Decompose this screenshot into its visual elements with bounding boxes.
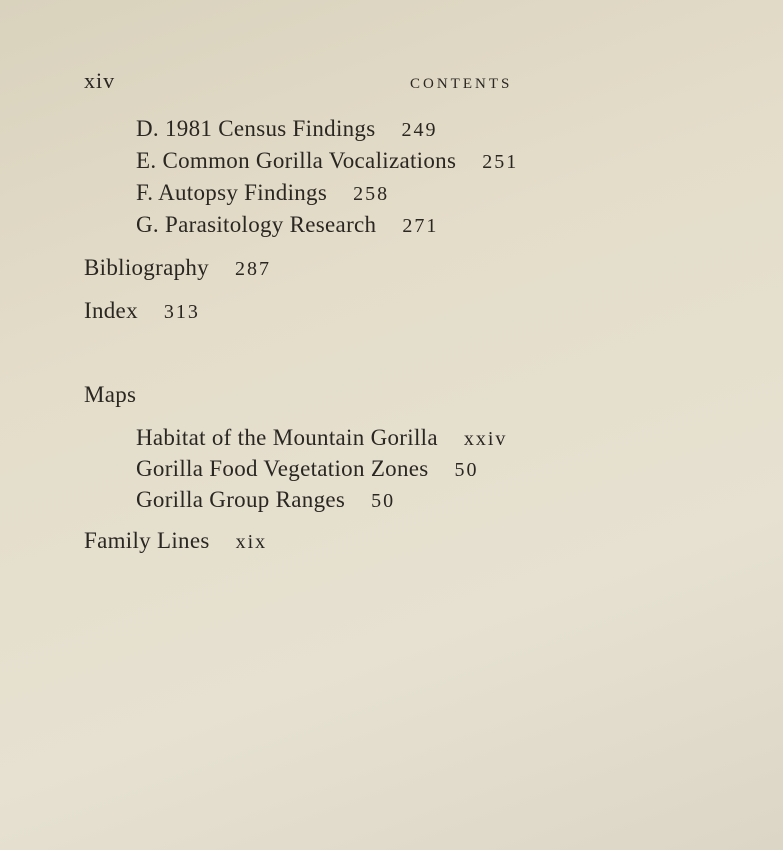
page-folio: xiv [84,68,116,93]
running-header: CONTENTS [410,76,513,92]
toc-entry-label: Index [84,298,138,323]
toc-entry-appendix-e [136,148,518,174]
toc-entry-appendix-f [136,180,389,206]
toc-entry-map-habitat [136,425,507,451]
toc-entry-label: Habitat of the Mountain Gorilla [136,425,438,450]
toc-entry-bibliography [84,255,271,281]
toc-entry-label: Family Lines [84,528,210,553]
toc-entry-family-lines [84,528,267,554]
toc-entry-appendix-d [136,116,437,142]
toc-entry-page: 313 [163,301,200,323]
toc-entry-label: Gorilla Food Vegetation Zones [136,456,429,481]
toc-entry-label: Gorilla Group Ranges [136,487,346,512]
maps-heading: Maps [84,382,137,407]
toc-entry-label: Bibliography [84,255,209,280]
toc-entry-page: 50 [454,459,479,481]
toc-entry-label: E. Common Gorilla Vocalizations [136,148,457,173]
toc-entry-appendix-g [136,212,438,238]
toc-entry-page: 271 [402,215,439,237]
toc-entry-label: G. Parasitology Research [136,212,377,237]
toc-entry-map-ranges [136,487,395,513]
toc-entry-page: 251 [482,151,519,173]
toc-entry-label: F. Autopsy Findings [136,180,328,205]
toc-entry-page: 249 [401,119,438,141]
toc-entry-map-vegetation [136,456,479,482]
toc-entry-label: D. 1981 Census Findings [136,116,376,141]
toc-entry-page: 258 [353,183,390,205]
toc-entry-page: xxiv [463,428,508,450]
toc-entry-page: xix [235,531,268,553]
toc-entry-index [84,298,200,324]
toc-entry-page: 287 [234,258,271,280]
toc-entry-page: 50 [371,490,396,512]
